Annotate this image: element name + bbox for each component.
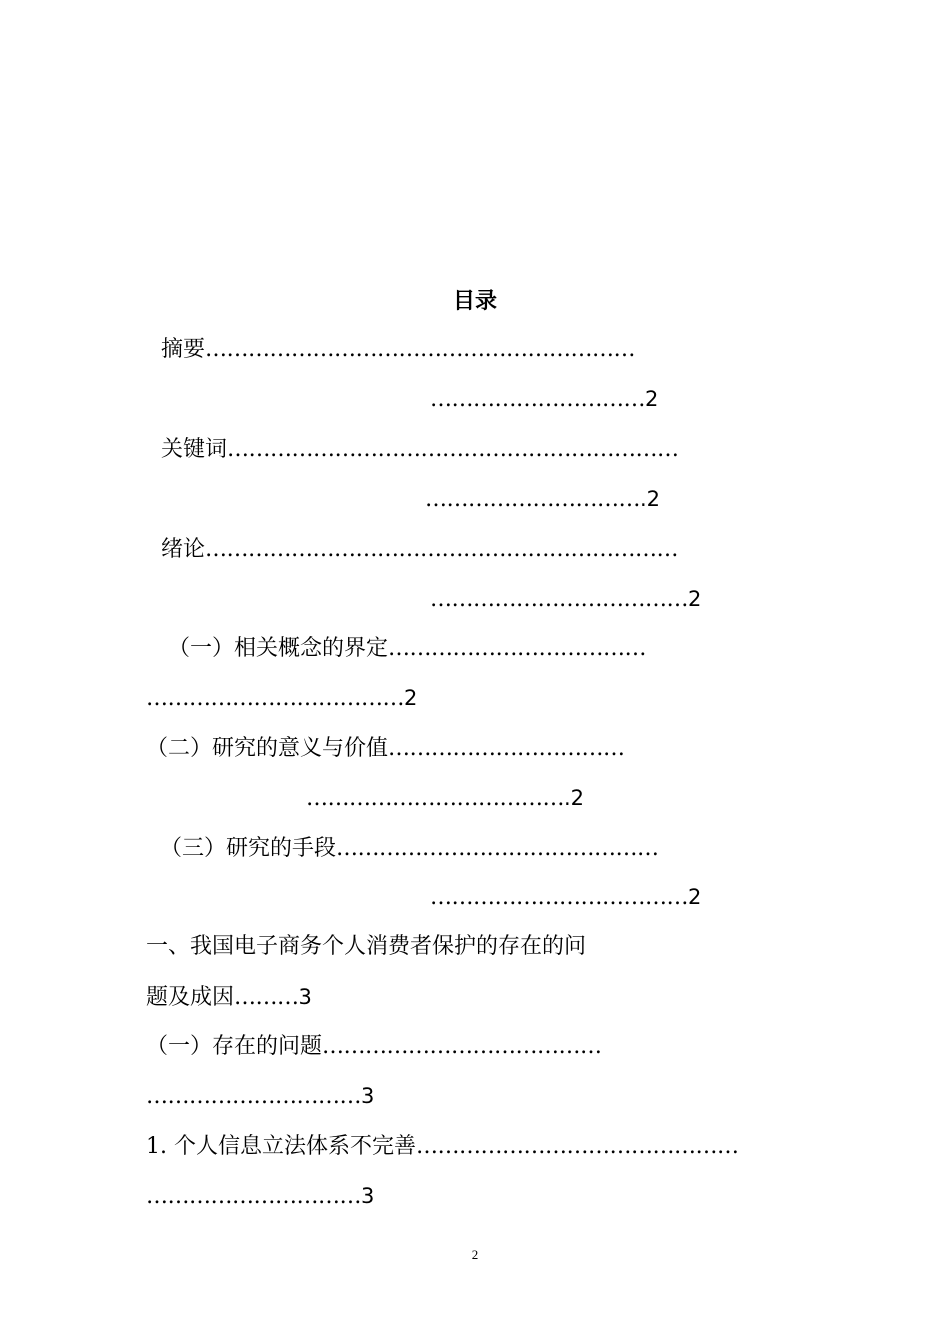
toc-entry-keywords-cont	[425, 484, 660, 515]
toc-leader-dots: ………………………………	[430, 587, 688, 612]
toc-title: 目录	[452, 289, 497, 314]
toc-leader-dots: …………………………	[425, 487, 640, 512]
toc-page-number: .2	[640, 487, 661, 511]
toc-leader-dots: ………………………………………	[336, 836, 659, 861]
toc-leader-dots: …………………………	[146, 1184, 361, 1209]
toc-entry-methods-cont	[430, 882, 701, 913]
toc-entry-label: 关键词	[161, 437, 228, 462]
toc-entry-label: 绪论	[161, 537, 206, 562]
toc-entry-keywords	[161, 435, 679, 465]
toc-entry-significance-cont	[306, 783, 584, 814]
toc-entry-introduction	[161, 535, 678, 565]
toc-entry-introduction-cont	[430, 584, 701, 615]
toc-page-number: 2	[404, 686, 418, 710]
toc-entry-methods	[160, 834, 659, 864]
toc-leader-dots: ……………………………………………………	[205, 337, 636, 362]
footer-page-number: 2	[471, 1247, 479, 1262]
toc-entry-legislation-cont	[146, 1181, 374, 1212]
toc-leader-dots: ………………………………………………………	[227, 437, 679, 462]
toc-entry-abstract-cont	[430, 384, 658, 415]
toc-leader-dots: …………………………	[430, 387, 645, 412]
toc-page-number: .2	[564, 786, 585, 810]
toc-leader-dots: ………………………………	[430, 885, 688, 910]
toc-leader-dots: …………………………	[146, 1084, 361, 1109]
toc-page-number: 2	[645, 387, 659, 411]
toc-page-number: 2	[688, 885, 702, 909]
toc-entry-chapter-one	[146, 932, 586, 962]
toc-leader-dots: ………………………………	[388, 636, 647, 661]
toc-page-number: 3	[361, 1184, 375, 1208]
toc-leader-dots: ………	[234, 985, 299, 1010]
toc-leader-dots: ……………………………	[388, 736, 625, 761]
toc-entry-concepts	[168, 634, 646, 664]
toc-entry-label: 摘要	[161, 337, 206, 362]
toc-entry-problems	[146, 1032, 602, 1062]
toc-leader-dots: ………………………………………	[415, 1134, 739, 1159]
toc-entry-abstract	[161, 335, 635, 365]
toc-entry-label: （二）研究的意义与价值	[146, 736, 389, 761]
toc-page-number: 3	[361, 1084, 375, 1108]
toc-entry-label: （一）相关概念的界定	[168, 636, 389, 661]
toc-entry-label: 一、我国电子商务个人消费者保护的存在的问	[146, 934, 587, 959]
toc-entry-concepts-cont	[146, 683, 417, 714]
toc-entry-problems-cont	[146, 1081, 374, 1112]
toc-entry-label-cont: 题及成因	[146, 985, 235, 1010]
toc-leader-dots: ………………………………	[146, 686, 404, 711]
toc-leader-dots: …………………………………	[322, 1034, 602, 1059]
toc-leader-dots: ………………………………	[306, 786, 564, 811]
toc-leader-dots: …………………………………………………………	[205, 537, 679, 562]
toc-entry-legislation	[146, 1132, 738, 1162]
toc-page-number: 3	[298, 985, 312, 1009]
toc-entry-label: （一）存在的问题	[146, 1034, 323, 1059]
toc-entry-chapter-one-cont	[146, 982, 312, 1013]
toc-entry-label: （三）研究的手段	[160, 836, 337, 861]
toc-entry-label: 1. 个人信息立法体系不完善	[146, 1134, 416, 1159]
toc-page-number: 2	[688, 587, 702, 611]
toc-entry-significance	[146, 734, 625, 764]
